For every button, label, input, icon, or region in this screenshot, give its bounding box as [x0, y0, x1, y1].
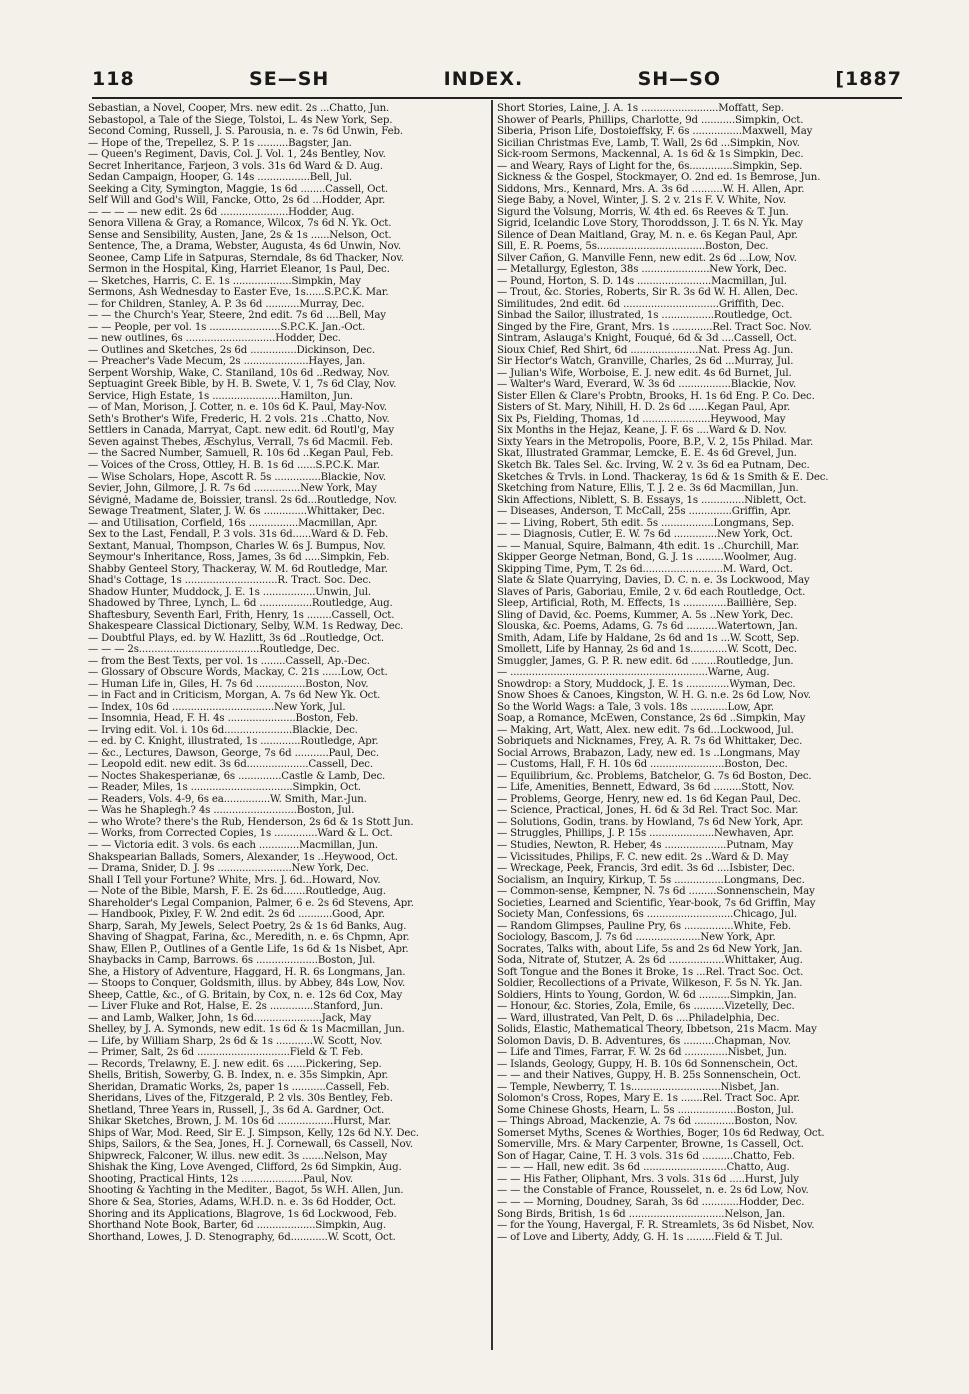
index-entry: Sketch Bk. Tales Sel. &c. Irving, W. 2 v. 3s 6d ea Putnam, Dec.: [497, 459, 810, 471]
index-entry: — Irving edit. Vol. i. 10s 6d......................Blackie, Dec.: [88, 724, 358, 736]
index-entry: — Noctes Shakesperianæ, 6s ..............Castle & Lamb, Dec.: [88, 770, 386, 782]
index-entry: Skipping Time, Pym, T. 2s 6d..........................M. Ward, Oct.: [497, 563, 793, 575]
index-entry: Sense and Sensibility, Austen, Jane, 2s & 1s ......Nelson, Oct.: [88, 229, 392, 241]
index-entry: — Readers, Vols. 4-9, 6s ea...............W. Smith, Mar.-Jun.: [88, 793, 367, 805]
index-entry: — Handbook, Pixley, F. W. 2nd edit. 2s 6d ...........Good, Apr.: [88, 909, 385, 921]
index-entry: — for Children, Stanley, A. P. 3s 6d ...........Murray, Dec.: [88, 298, 365, 310]
index-entry: Seven against Thebes, Æschylus, Verrall, 7s 6d Macmil. Feb.: [88, 436, 394, 448]
index-entry: — Voices of the Cross, Ottley, H. B. 1s 6d ......S.P.C.K. Mar.: [88, 459, 380, 471]
index-entry: Sir Hector's Watch, Granville, Charles, 2s 6d ...Murray, Jul.: [497, 356, 794, 368]
index-entry: — Index, 10s 6d .................................New York, Jul.: [88, 701, 346, 713]
index-entry: — Wise Scholars, Hope, Ascott R. 5s ...............Blackie, Nov.: [88, 471, 387, 483]
index-entry: Sketches & Trvls. in Lond. Thackeray, 1s 6d & 1s Smith & E. Dec.: [497, 471, 829, 483]
index-entry: — Walter's Ward, Everard, W. 3s 6d .................Blackie, Nov.: [497, 379, 797, 391]
range-left: SE—SH: [249, 68, 330, 90]
index-entry: Shadow Hunter, Muddock, J. E. 1s .................Unwin, Jul.: [88, 586, 371, 598]
index-entry: Soda, Nitrate of, Stutzer, A. 2s 6d ..................Whittaker, Aug.: [497, 955, 803, 967]
page-title: INDEX.: [443, 68, 524, 90]
index-entry: Somerville, Mrs. & Mary Carpenter, Browne, 1s Cassell, Oct.: [497, 1139, 804, 1151]
index-entry: — Works, from Corrected Copies, 1s ..............Ward & L. Oct.: [88, 828, 393, 840]
index-entry: — Reader, Miles, 1s .................................Simpkin, Oct.: [88, 782, 361, 794]
index-entry: — Pound, Horton, S. D. 14s ........................Macmillan, Jul.: [497, 275, 787, 287]
index-entry: — Primer, Salt, 2s 6d ..............................Field & T. Feb.: [88, 1047, 364, 1059]
index-entry: Skin Affections, Niblett, S. B. Essays, 1s ..............Niblett, Oct.: [497, 494, 807, 506]
index-entry: Shabby Genteel Story, Thackeray, W. M. 6d Routledge, Mar.: [88, 563, 388, 575]
index-entry: Socrates, Talks with, about Life, 5s and 2s 6d New York, Jan.: [497, 943, 803, 955]
index-entry: — Ward, illustrated, Van Pelt, D. 6s ....Philadelphia, Dec.: [497, 1012, 780, 1024]
index-entry: — — Diagnosis, Cutler, E. W. 7s 6d ..............New York, Oct.: [497, 529, 793, 541]
index-entry: — Human Life in, Giles, H. 7s 6d ................Boston, Nov.: [88, 678, 369, 690]
index-entry: Sharp, Sarah, My Jewels, Select Poetry, 2s & 1s 6d Banks, Aug.: [88, 920, 407, 932]
index-entry: Sebastian, a Novel, Cooper, Mrs. new edit. 2s ...Chatto, Jun.: [88, 103, 390, 114]
page-number: 118: [92, 68, 135, 90]
index-entry: — Records, Trelawny, E. J. new edit. 6s ......Pickering, Sep.: [88, 1058, 382, 1070]
index-entry: — from the Best Texts, per vol. 1s ........Cassell, Ap.-Dec.: [88, 655, 370, 667]
index-entry: Six Ps, Fielding, Thomas, 1d ......................Heywood, May: [497, 413, 786, 425]
index-entry: Shall I Tell your Fortune? White, Mrs. J. 6d...Howard, Nov.: [88, 874, 381, 886]
index-entry: Social Arrows, Brabazon, Lady, new ed. 1s ..Longmans, May: [497, 747, 800, 759]
index-entry: Six Months in the Hejaz, Keane, J. F. 6s ....Ward & D. Nov.: [497, 425, 787, 437]
index-entry: Siege Baby, a Novel, Winter, J. S. 2 v. 21s F. V. White, Nov.: [497, 195, 786, 207]
index-entry: — new outlines, 6s .............................Hodder, Dec.: [88, 333, 341, 345]
index-entry: Similitudes, 2nd edit. 6d ...............................Griffith, Dec.: [497, 298, 785, 310]
left-column: [88, 103, 488, 1348]
index-entry: — Julian's Wife, Worboise, E. J. new edit. 4s 6d Burnet, Jul.: [497, 367, 792, 379]
page-year: [1887: [835, 68, 902, 90]
index-entry: Sheridan, Dramatic Works, 2s, paper 1s ...........Cassell, Feb.: [88, 1081, 390, 1093]
index-entry: Somerset Myths, Scenes & Worthies, Boger, 10s 6d Redway, Oct.: [497, 1127, 825, 1139]
index-entry: Septuagint Greek Bible, by H. B. Swete, V. 1, 7s 6d Clay, Nov.: [88, 379, 397, 391]
index-entry: — Diseases, Anderson, T. McCall, 25s ..............Griffin, Apr.: [497, 506, 791, 518]
index-entry: — Things Abroad, Mackenzie, A. 7s 6d .............Boston, Nov.: [497, 1116, 798, 1128]
index-entry: Shoring and its Applications, Blagrove, 1s 6d Lockwood, Feb.: [88, 1208, 397, 1220]
index-entry: Self Will and God's Will, Fancke, Otto, 2s 6d ...Hodder, Apr.: [88, 195, 386, 207]
index-entry: — Studies, Newton, R. Heber, 4s ....................Putnam, May: [497, 840, 794, 851]
index-entry: Service, High Estate, 1s ......................Hamilton, Jun.: [88, 390, 353, 402]
index-entry: — Outlines and Sketches, 2s 6d ...............Dickinson, Dec.: [88, 344, 375, 356]
index-entry: Sheep, Cattle, &c., of G. Britain, by Cox, n. e. 12s 6d Cox, May: [88, 989, 403, 1001]
index-entry: — — — Morning, Doudney, Sarah, 3s 6d ............Hodder, Dec.: [497, 1196, 805, 1208]
index-entry: Sigurd the Volsung, Morris, W. 4th ed. 6s Reeves & T. Jun.: [497, 206, 789, 218]
index-entry: Siddons, Mrs., Kennard, Mrs. A. 3s 6d ..........W. H. Allen, Apr.: [497, 183, 805, 195]
index-entry: — Trout, &c. Stories, Roberts, Sir R. 3s 6d W. H. Allen, Dec.: [497, 287, 798, 299]
index-entry: Settlers in Canada, Marryat, Capt. new edit. 6d Routl'g, May: [88, 425, 395, 437]
index-entry: Shooting, Practical Hints, 12s ....................Paul, Nov.: [88, 1173, 353, 1185]
index-entry: Sicilian Christmas Eve, Lamb, T. Wall, 2s 6d ...Simpkin, Nov.: [497, 137, 800, 149]
index-entry: Shipwreck, Falconer, W. illus. new edit. 3s .......Nelson, May: [88, 1150, 387, 1162]
index-entry: — Solutions, Godin, trans. by Howland, 7s 6d New York, Apr.: [497, 816, 804, 828]
index-entry: — ed. by C. Knight, illustrated, 1s .............Routledge, Apr.: [88, 736, 379, 748]
index-entry: — Hope of the, Trepellez, S. P. 1s ..........Bagster, Jan.: [88, 137, 352, 149]
index-entry: — for the Young, Havergal, F. R. Streamlets, 3s 6d Nisbet, Nov.: [497, 1220, 815, 1232]
index-entry: Sextant, Manual, Thompson, Charles W. 6s J. Bumpus, Nov.: [88, 540, 386, 552]
index-entry: Society Man, Confessions, 6s ............................Chicago, Jul.: [497, 909, 797, 921]
index-entry: Ships of War, Mod. Reed, Sir E. J. Simpson, Kelly, 12s 6d N.Y. Dec.: [88, 1127, 419, 1139]
index-entry: — Glossary of Obscure Words, Mackay, C. 21s ......Low, Oct.: [88, 667, 388, 679]
index-entry: Shelley, by J. A. Symonds, new edit. 1s 6d & 1s Macmillan, Jun.: [88, 1024, 405, 1036]
index-entry: Sex to the Last, Fendall, P. 3 vols. 31s 6d......Ward & D. Feb.: [88, 529, 389, 541]
index-entry: — Preacher's Vade Mecum, 2s .....................Hayes, Jan.: [88, 356, 366, 368]
index-entry: Shikar Sketches, Brown, J. M. 10s 6d ..................Hurst, Mar.: [88, 1116, 392, 1128]
index-entry: — and Utilisation, Corfield, 16s ................Macmillan, Apr.: [88, 517, 378, 529]
index-entry: Smuggler, James, G. P. R. new edit. 6d ........Routledge, Jun.: [497, 655, 794, 667]
index-entry: — ................................................................Warne, Aug.: [497, 667, 770, 679]
index-entry: — Leopold edit. new edit. 3s 6d....................Cassell, Dec.: [88, 759, 373, 771]
index-entry: Shower of Pearls, Phillips, Charlotte, 9d ...........Simpkin, Oct.: [497, 114, 804, 126]
index-entry: — — — — new edit. 2s 6d ......................Hodder, Aug.: [88, 206, 355, 218]
index-entry: Short Stories, Laine, J. A. 1s .........................Moffatt, Sep.: [497, 103, 784, 114]
index-entry: Sixty Years in the Metropolis, Poore, B.P., V. 2, 15s Philad. Mar.: [497, 436, 814, 448]
index-entry: — of Love and Liberty, Addy, G. H. 1s .........Field & T. Jul.: [497, 1231, 783, 1243]
index-entry: Sisters of St. Mary, Nihill, H. D. 2s 6d ......Kegan Paul, Apr.: [497, 402, 791, 414]
index-entry: Solomon Davis, D. B. Adventures, 6s ..........Chapman, Nov.: [497, 1035, 791, 1047]
index-entry: — Vicissitudes, Philips, F. C. new edit. 2s ..Ward & D. May: [497, 851, 789, 863]
index-entry: So the World Wags: a Tale, 3 vols. 18s ............Low, Apr.: [497, 701, 774, 713]
index-entry: — Temple, Newberry, T. 1s.............................Nisbet, Jan.: [497, 1081, 780, 1093]
index-entry: — Honour, &c. Stories, Zola, Emile, 6s ..........Vizetelly, Dec.: [497, 1001, 795, 1013]
index-entry: Sermons, Ash Wednesday to Easter Eve, 1s......S.P.C.K. Mar.: [88, 287, 389, 299]
index-entry: — — Manual, Squire, Balmann, 4th edit. 1s ..Churchill, Mar.: [497, 540, 800, 552]
index-entry: Slouska, &c. Poems, Adams, G. 7s 6d ..........Watertown, Jan.: [497, 621, 798, 633]
index-entry: Sevier, John, Gilmore, J. R. 7s 6d ...............New York, May: [88, 483, 377, 495]
index-entry: Socialism, an Inquiry, Kirkup, T. 5s ................Longmans, Dec.: [497, 874, 805, 886]
index-entry: Sintram, Aslauga's Knight, Fouqué, 6d & 3d ....Cassell, Oct.: [497, 333, 797, 345]
index-entry: Silver Cañon, G. Manville Fenn, new edit. 2s 6d ...Low, Nov.: [497, 252, 797, 264]
index-entry: Seonee, Camp Life in Satpuras, Sterndale, 8s 6d Thacker, Nov.: [88, 252, 404, 264]
index-entry: — Wreckage, Peek, Francis, 3rd edit. 3s 6d ....Isbister, Dec.: [497, 863, 795, 875]
index-entry: Silence of Dean Maitland, Gray, M. n. e. 6s Kegan Paul, Apr.: [497, 229, 798, 241]
index-entry: — Common-sense, Kempner, N. 7s 6d .........Sonnenschein, May: [497, 886, 815, 898]
index-entry: Seeking a City, Symington, Maggie, 1s 6d ........Cassell, Oct.: [88, 183, 388, 195]
index-entry: Shishak the King, Love Avenged, Clifford, 2s 6d Simpkin, Aug.: [88, 1162, 402, 1174]
index-entry: Societies, Learned and Scientific, Year-book, 7s 6d Griffin, May: [497, 897, 816, 909]
index-entry: Shad's Cottage, 1s ..............................R. Tract. Soc. Dec.: [88, 575, 372, 587]
index-entry: — Equilibrium, &c. Problems, Batchelor, G. 7s 6d Boston, Dec.: [497, 770, 812, 782]
index-entry: Sociology, Bascom, J. 7s 6d .....................New York, Apr.: [497, 932, 776, 944]
index-entry: Skat, Illustrated Grammar, Lemcke, E. E. 4s 6d Grevel, Jun.: [497, 448, 797, 460]
index-entry: Sill, E. R. Poems, 5s...................................Boston, Dec.: [497, 241, 769, 253]
index-entry: — Queen's Regiment, Davis, Col. J. Vol. 1, 24s Bentley, Nov.: [88, 149, 386, 161]
index-entry: — Life, Amenities, Bennett, Edward, 3s 6d .........Stott, Nov.: [497, 782, 795, 794]
index-entry: — Stoops to Conquer, Goldsmith, illus. by Abbey, 84s Low, Nov.: [88, 978, 406, 990]
index-entry: Shaftesbury, Seventh Earl, Frith, Henry, 1s ........Cassell, Oct.: [88, 609, 395, 621]
index-entry: — — His Father, Oliphant, Mrs. 3 vols. 31s 6d .....Hurst, July: [497, 1173, 799, 1185]
index-entry: Serpent Worship, Wake, C. Staniland, 10s 6d ..Redway, Nov.: [88, 367, 390, 379]
index-entry: Shadowed by Three, Lynch, L. 6d .................Routledge, Aug.: [88, 598, 393, 610]
index-entry: Sinbad the Sailor, illustrated, 1s .................Routledge, Oct.: [497, 310, 793, 322]
index-entry: Snowdrop: a Story, Muddock, J. E. 1s ..............Wyman, Dec.: [497, 678, 796, 690]
index-entry: — Problems, George, Henry, new ed. 1s 6d Kegan Paul, Dec.: [497, 793, 801, 805]
index-entry: — Insomnia, Head, F. H. 4s ......................Boston, Feb.: [88, 713, 359, 725]
index-entry: — — Living, Robert, 5th edit. 5s .................Longmans, Sep.: [497, 517, 795, 529]
index-entry: Sketching from Nature, Ellis, T. J. 2 e. 3s 6d Macmillan, Jun.: [497, 483, 799, 495]
index-entry: Soldier, Recollections of a Private, Wilkeson, F. 5s N. Yk. Jan.: [497, 978, 803, 990]
index-entry: Shakespeare Classical Dictionary, Selby, W.M. 1s Redway, Dec.: [88, 621, 404, 633]
index-entry: Solids, Elastic, Mathematical Theory, Ibbetson, 21s Macm. May: [497, 1024, 817, 1036]
index-entry: Soap, a Romance, McEwen, Constance, 2s 6d ..Simpkin, May: [497, 713, 806, 725]
index-entry: Sobriquets and Nicknames, Frey, A. R. 7s 6d Whittaker, Dec.: [497, 736, 803, 748]
index-entry: — — the Church's Year, Steere, 2nd edit. 7s 6d ....Bell, May: [88, 310, 386, 322]
index-entry: Slate & Slate Quarrying, Davies, D. C. n. e. 3s Lockwood, May: [497, 575, 810, 587]
index-entry: Siberia, Prison Life, Dostoieffsky, F. 6s ................Maxwell, May: [497, 126, 813, 138]
index-entry: — Customs, Hall, F. H. 10s 6d ........................Boston, Dec.: [497, 759, 788, 771]
index-entry: Shareholder's Legal Companion, Palmer, 6 e. 2s 6d Stevens, Apr.: [88, 897, 414, 909]
index-entry: Seth's Brother's Wife, Frederic, H. 2 vols. 21s ..Chatto, Nov.: [88, 413, 390, 425]
index-entry: Shorthand, Lowes, J. D. Stenography, 6d............W. Scott, Oct.: [88, 1231, 396, 1243]
index-entry: Second Coming, Russell, J. S. Parousia, n. e. 7s 6d Unwin, Feb.: [88, 126, 403, 138]
index-entry: Shells, British, Sowerby, G. B. Index, n. e. 35s Simpkin, Apr.: [88, 1070, 389, 1082]
index-entry: She, a History of Adventure, Haggard, H. R. 6s Longmans, Jan.: [88, 966, 406, 978]
index-entry: — &c., Lectures, Dawson, George, 7s 6d ...........Paul, Dec.: [88, 747, 379, 759]
index-entry: — and Lamb, Walker, John, 1s 6d......................Jack, May: [88, 1012, 372, 1024]
index-entry: — Random Glimpses, Pauline Pry, 6s ................White, Feb.: [497, 920, 791, 932]
index-entry: Singed by the Fire, Grant, Mrs. 1s .............Rel. Tract Soc. Nov.: [497, 321, 812, 333]
index-entry: Snow Shoes & Canoes, Kingston, W. H. G. n.e. 2s 6d Low, Nov.: [497, 690, 811, 702]
index-entry: Sedan Campaign, Hooper, G. 14s .................Bell, Jul.: [88, 172, 352, 184]
index-entry: Sentence, The, a Drama, Webster, Augusta, 4s 6d Unwin, Nov.: [88, 241, 401, 253]
index-entry: — who Wrote? there's the Rub, Henderson, 2s 6d & 1s Stott Jun.: [88, 816, 414, 828]
index-entry: Ships, Sailors, & the Sea, Jones, H. J. Cornewall, 6s Cassell, Nov.: [88, 1139, 413, 1151]
index-entry: — Science, Practical, Jones, H. 6d & 3d Rel. Tract Soc. Mar.: [497, 805, 799, 817]
range-right: SH—SO: [637, 68, 722, 90]
page-header: [92, 68, 902, 94]
index-entry: — Sketches, Harris, C. E. 1s ...................Simpkin, May: [88, 275, 361, 287]
index-entry: — the Sacred Number, Samuell, R. 10s 6d ..Kegan Paul, Feb.: [88, 448, 394, 460]
index-entry: Sioux Chief, Red Shirt, 6d ......................Nat. Press Ag. Jun.: [497, 344, 794, 356]
index-entry: Son of Hagar, Caine, T. H. 3 vols. 31s 6d ..........Chatto, Feb.: [497, 1150, 795, 1162]
right-column: [497, 103, 897, 1348]
index-entry: Smollett, Life by Hannay, 2s 6d and 1s............W. Scott, Dec.: [497, 644, 797, 656]
index-entry: Sleep, Artificial, Roth, M. Effects, 1s ..............Baillière, Sep.: [497, 598, 797, 610]
index-entry: — — Victoria edit. 3 vols. 6s each .............Macmillan, Jun.: [88, 840, 379, 851]
index-entry: — Note of the Bible, Marsh, F. E. 2s 6d.......Routledge, Aug.: [88, 886, 386, 898]
index-entry: Secret Inheritance, Farjeon, 3 vols. 31s 6d Ward & D. Aug.: [88, 160, 383, 172]
index-entry: — — — Hall, new edit. 3s 6d ...........................Chatto, Aug.: [497, 1162, 790, 1174]
index-entry: Song Birds, British, 1s 6d ...............................Nelson, Jan.: [497, 1208, 786, 1220]
index-entry: — in Fact and in Criticism, Morgan, A. 7s 6d New Yk. Oct.: [88, 690, 381, 702]
index-entry: — Was he Shaplegh.? 4s ...........................Boston, Jul.: [88, 805, 355, 817]
index-entry: Shorthand Note Book, Barter, 6d ...................Simpkin, Aug.: [88, 1220, 386, 1232]
header-rule: [92, 97, 902, 99]
column-divider: [491, 100, 493, 1350]
index-entry: — Struggles, Phillips, J. P. 15s .....................Newhaven, Apr.: [497, 828, 794, 840]
index-entry: Sickness & the Gospel, Stockmayer, O. 2nd ed. 1s Bemrose, Jun.: [497, 172, 821, 184]
index-entry: Sick-room Sermons, Mackennal, A. 1s 6d & 1s Simpkin, Dec.: [497, 149, 804, 161]
index-entry: Skipper George Netman, Bond, G. J. 1s .........Woolmer, Aug.: [497, 552, 797, 564]
index-entry: Sigrid, Icelandic Love Story, Thoroddsson, J. T. 6s N. Yk. May: [497, 218, 803, 230]
index-entry: — Islands, Geology, Guppy, H. B. 10s 6d Sonnenschein, Oct.: [497, 1058, 798, 1070]
index-entry: — Metallurgy, Egleston, 38s ......................New York, Dec.: [497, 264, 787, 276]
index-entry: Sewage Treatment, Slater, J. W. 6s ..............Whittaker, Dec.: [88, 506, 385, 518]
index-entry: Sévigné, Madame de, Boissier, transl. 2s 6d...Routledge, Nov.: [88, 494, 397, 506]
index-entry: Seymour's Inheritance, Ross, James, 3s 6d .....Simpkin, Feb.: [88, 552, 390, 564]
index-entry: Shore & Sea, Stories, Adams, W.H.D. n. e. 3s 6d Hodder, Oct.: [88, 1196, 396, 1208]
index-entry: — and Weary, Rays of Light for the, 6s..............Simpkin, Sep.: [497, 160, 803, 172]
index-entry: Shaving of Shagpat, Farina, &c., Meredith, n. e. 6s Chpmn, Apr.: [88, 932, 410, 944]
index-entry: Sister Ellen & Clare's Probtn, Brooks, H. 1s 6d Eng. P. Co. Dec.: [497, 390, 815, 402]
index-entry: Shaw, Ellen P., Outlines of a Gentle Life, 1s 6d & 1s Nisbet, Apr.: [88, 943, 409, 955]
index-entry: Soldiers, Hints to Young, Gordon, W. 6d ..........Simpkin, Jan.: [497, 989, 797, 1001]
index-entry: — Life, by William Sharp, 2s 6d & 1s ............W. Scott, Nov.: [88, 1035, 383, 1047]
index-entry: Shetland, Three Years in, Russell, J., 3s 6d A. Gardner, Oct.: [88, 1104, 385, 1116]
index-entry: Sling of David, &c. Poems, Kummer, A. 5s ..New York, Dec.: [497, 609, 794, 621]
index-entry: — of Man, Morison, J. Cotter, n. e. 10s 6d K. Paul, May-Nov.: [88, 402, 387, 414]
index-entry: Slaves of Paris, Gaboriau, Emile, 2 v. 6d each Routledge, Oct.: [497, 586, 806, 598]
index-entry: — — — 2s.......................................Routledge, Dec.: [88, 644, 340, 656]
index-entry: Senora Villena & Gray, a Romance, Wilcox, 7s 6d N. Yk. Oct.: [88, 218, 392, 230]
index-entry: — — and their Natives, Guppy, H. B. 25s Sonnenschein, Oct.: [497, 1070, 801, 1082]
index-entry: Some Chinese Ghosts, Hearn, L. 5s ...................Boston, Jul.: [497, 1104, 794, 1116]
index-entry: Shakspearian Ballads, Somers, Alexander, 1s ..Heywood, Oct.: [88, 851, 398, 863]
index-entry: Sebastopol, a Tale of the Siege, Tolstoi, L. 4s New York, Sep.: [88, 114, 393, 126]
index-entry: Shooting & Yachting in the Mediter., Bagot, 5s W.H. Allen, Jun.: [88, 1185, 404, 1197]
index-entry: Shaybacks in Camp, Barrows. 6s ....................Boston, Jul.: [88, 955, 376, 967]
index-entry: — Making, Art, Watt, Alex. new edit. 7s 6d...Lockwood, Jul.: [497, 724, 794, 736]
index-entry: — Life and Times, Farrar, F. W. 2s 6d ..............Nisbet, Jun.: [497, 1047, 787, 1059]
index-entry: — — the Constable of France, Rousselet, n. e. 2s 6d Low, Nov.: [497, 1185, 809, 1197]
index-entry: — Doubtful Plays, ed. by W. Hazlitt, 3s 6d ..Routledge, Oct.: [88, 632, 384, 644]
index-entry: Soft Tongue and the Bones it Broke, 1s ...Rel. Tract Soc. Oct.: [497, 966, 804, 978]
index-entry: — Drama, Snider, D. J. 9s ........................New York, Dec.: [88, 863, 369, 875]
index-entry: Solomon's Cross, Ropes, Mary E. 1s .......Rel. Tract Soc. Apr.: [497, 1093, 800, 1105]
index-entry: — — People, per vol. 1s .......................S.P.C.K. Jan.-Oct.: [88, 321, 366, 333]
index-entry: — Liver Fluke and Rot, Halse, E. 2s ..............Stanford, Jun.: [88, 1001, 383, 1013]
index-entry: Sheridans, Lives of the, Fitzgerald, P. 2 vls. 30s Bentley, Feb.: [88, 1093, 393, 1105]
index-entry: Sermon in the Hospital, King, Harriet Eleanor, 1s Paul, Dec.: [88, 264, 390, 276]
index-entry: Smith, Adam, Life by Haldane, 2s 6d and 1s ...W. Scott, Sep.: [497, 632, 800, 644]
